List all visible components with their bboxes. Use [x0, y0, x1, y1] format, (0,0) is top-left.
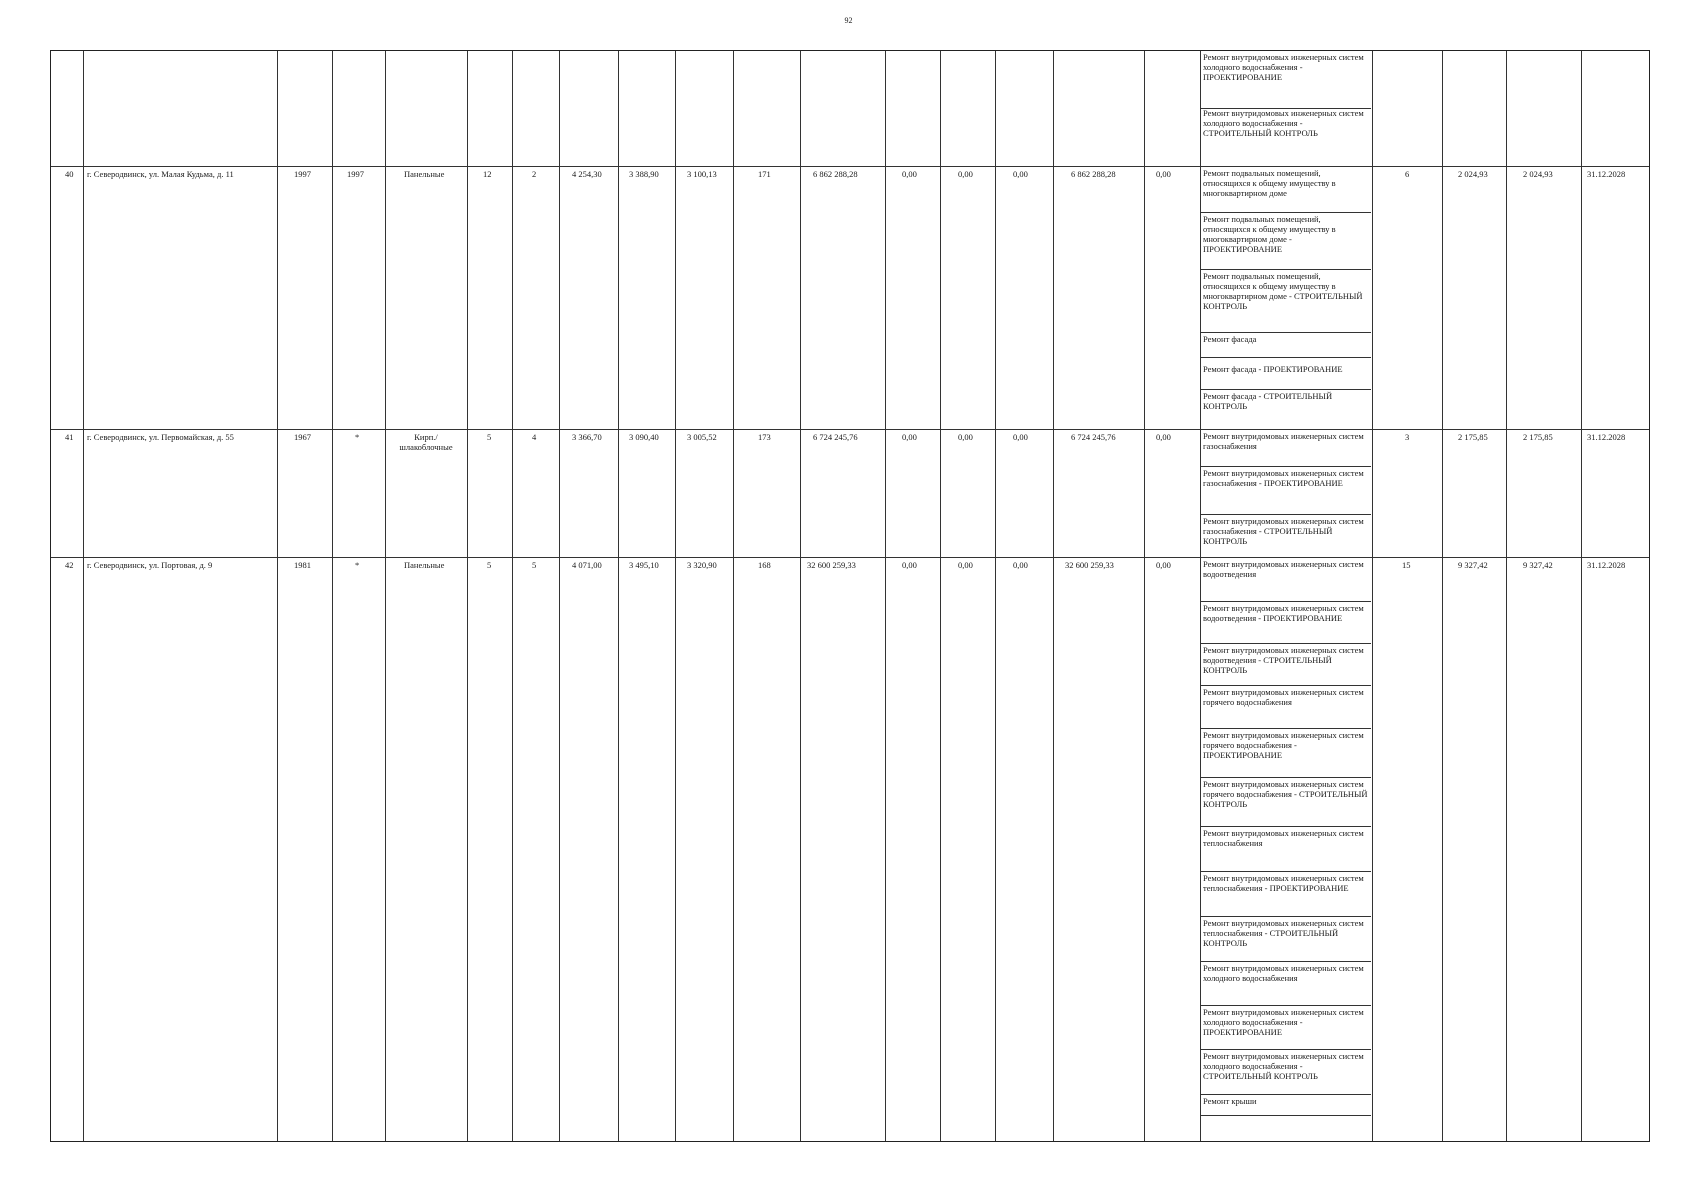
floors: 5 [487, 432, 492, 442]
total-area: 3 366,70 [572, 432, 602, 442]
deadline: 31.12.2028 [1587, 560, 1626, 570]
work-item: Ремонт внутридомовых инженерных систем теплоснабжения - ПРОЕКТИРОВАНИЕ [1203, 873, 1364, 893]
cost-total: 6 862 288,28 [813, 169, 858, 179]
area-living: 3 320,90 [687, 560, 717, 570]
year-built: 1967 [294, 432, 311, 442]
total-area: 4 071,00 [572, 560, 602, 570]
area-premises: 3 495,10 [629, 560, 659, 570]
work-count: 6 [1405, 169, 1410, 179]
wall-material: Панельные [404, 560, 445, 570]
work-item: Ремонт внутридомовых инженерных систем теплоснабжения - СТРОИТЕЛЬНЫЙ КОНТРОЛЬ [1203, 918, 1364, 948]
unit-cost-max: 9 327,42 [1523, 560, 1553, 570]
area-premises: 3 388,90 [629, 169, 659, 179]
deadline: 31.12.2028 [1587, 432, 1626, 442]
year-built: 1981 [294, 560, 311, 570]
wall-material: Кирп./ шлакоблочные [399, 432, 453, 452]
cost-other: 0,00 [1156, 169, 1171, 179]
work-item: Ремонт внутридомовых инженерных систем газоснабжения [1203, 431, 1364, 451]
work-item: Ремонт внутридомовых инженерных систем холодного водоснабжения - ПРОЕКТИРОВАНИЕ [1203, 1007, 1364, 1037]
cost-local: 0,00 [1013, 169, 1028, 179]
work-item: Ремонт внутридомовых инженерных систем теплоснабжения [1203, 828, 1364, 848]
year-reconstruction: * [355, 560, 360, 570]
work-item: Ремонт внутридомовых инженерных систем холодного водоснабжения - СТРОИТЕЛЬНЫЙ КОНТРОЛЬ [1203, 1051, 1364, 1081]
area-living: 3 005,52 [687, 432, 717, 442]
cost-local: 0,00 [1013, 432, 1028, 442]
floors: 5 [487, 560, 492, 570]
cost-regional: 0,00 [958, 169, 973, 179]
work-item: Ремонт подвальных помещений, относящихся к общему имуществу в многоквартирном доме [1203, 168, 1336, 198]
residents: 168 [758, 560, 771, 570]
unit-cost: 9 327,42 [1458, 560, 1488, 570]
total-area: 4 254,30 [572, 169, 602, 179]
floors: 12 [483, 169, 492, 179]
work-item: Ремонт внутридомовых инженерных систем холодного водоснабжения - ПРОЕКТИРОВАНИЕ [1203, 52, 1364, 82]
work-item: Ремонт внутридомовых инженерных систем горячего водоснабжения [1203, 687, 1364, 707]
area-living: 3 100,13 [687, 169, 717, 179]
address: г. Северодвинск, ул. Портовая, д. 9 [87, 560, 213, 570]
area-premises: 3 090,40 [629, 432, 659, 442]
address: г. Северодвинск, ул. Малая Кудьма, д. 11 [87, 169, 234, 179]
unit-cost-max: 2 175,85 [1523, 432, 1553, 442]
year-reconstruction: * [355, 432, 360, 442]
work-count: 3 [1405, 432, 1410, 442]
wall-material: Панельные [404, 169, 445, 179]
cost-regional: 0,00 [958, 432, 973, 442]
repair-program-table [50, 50, 1650, 1142]
work-item: Ремонт крыши [1203, 1096, 1257, 1106]
cost-owners: 6 862 288,28 [1071, 169, 1116, 179]
cost-total: 32 600 259,33 [807, 560, 856, 570]
cost-federal: 0,00 [902, 560, 917, 570]
cost-other: 0,00 [1156, 560, 1171, 570]
work-item: Ремонт внутридомовых инженерных систем холодного водоснабжения [1203, 963, 1364, 983]
work-item: Ремонт фасада [1203, 334, 1257, 344]
work-item: Ремонт подвальных помещений, относящихся к общему имуществу в многоквартирном доме - СТРОИТЕЛЬНЫЙ КОНТРОЛЬ [1203, 271, 1363, 311]
year-reconstruction: 1997 [347, 169, 364, 179]
cost-other: 0,00 [1156, 432, 1171, 442]
work-item: Ремонт фасада - СТРОИТЕЛЬНЫЙ КОНТРОЛЬ [1203, 391, 1333, 411]
work-item: Ремонт внутридомовых инженерных систем холодного водоснабжения - СТРОИТЕЛЬНЫЙ КОНТРОЛЬ [1203, 108, 1364, 138]
cost-owners: 6 724 245,76 [1071, 432, 1116, 442]
work-item: Ремонт внутридомовых инженерных систем газоснабжения - ПРОЕКТИРОВАНИЕ [1203, 468, 1364, 488]
work-item: Ремонт внутридомовых инженерных систем водоотведения - СТРОИТЕЛЬНЫЙ КОНТРОЛЬ [1203, 645, 1364, 675]
deadline: 31.12.2028 [1587, 169, 1626, 179]
unit-cost-max: 2 024,93 [1523, 169, 1553, 179]
row-number: 40 [65, 169, 74, 179]
work-count: 15 [1402, 560, 1411, 570]
cost-federal: 0,00 [902, 432, 917, 442]
work-item: Ремонт внутридомовых инженерных систем газоснабжения - СТРОИТЕЛЬНЫЙ КОНТРОЛЬ [1203, 516, 1364, 546]
cost-owners: 32 600 259,33 [1065, 560, 1114, 570]
address: г. Северодвинск, ул. Первомайская, д. 55 [87, 432, 234, 442]
work-item: Ремонт внутридомовых инженерных систем горячего водоснабжения - ПРОЕКТИРОВАНИЕ [1203, 730, 1364, 760]
unit-cost: 2 024,93 [1458, 169, 1488, 179]
entrances: 5 [532, 560, 537, 570]
cost-total: 6 724 245,76 [813, 432, 858, 442]
entrances: 2 [532, 169, 537, 179]
work-item: Ремонт внутридомовых инженерных систем водоотведения - ПРОЕКТИРОВАНИЕ [1203, 603, 1364, 623]
work-item: Ремонт внутридомовых инженерных систем водоотведения [1203, 559, 1364, 579]
cost-federal: 0,00 [902, 169, 917, 179]
page-number: 92 [844, 16, 853, 25]
residents: 173 [758, 432, 771, 442]
row-number: 42 [65, 560, 74, 570]
work-item: Ремонт внутридомовых инженерных систем горячего водоснабжения - СТРОИТЕЛЬНЫЙ КОНТРОЛЬ [1203, 779, 1368, 809]
unit-cost: 2 175,85 [1458, 432, 1488, 442]
row-number: 41 [65, 432, 74, 442]
cost-local: 0,00 [1013, 560, 1028, 570]
cost-regional: 0,00 [958, 560, 973, 570]
residents: 171 [758, 169, 771, 179]
entrances: 4 [532, 432, 537, 442]
year-built: 1997 [294, 169, 311, 179]
work-item: Ремонт фасада - ПРОЕКТИРОВАНИЕ [1203, 364, 1343, 374]
work-item: Ремонт подвальных помещений, относящихся к общему имуществу в многоквартирном доме - ПРОЕКТИРОВАНИЕ [1203, 214, 1336, 254]
